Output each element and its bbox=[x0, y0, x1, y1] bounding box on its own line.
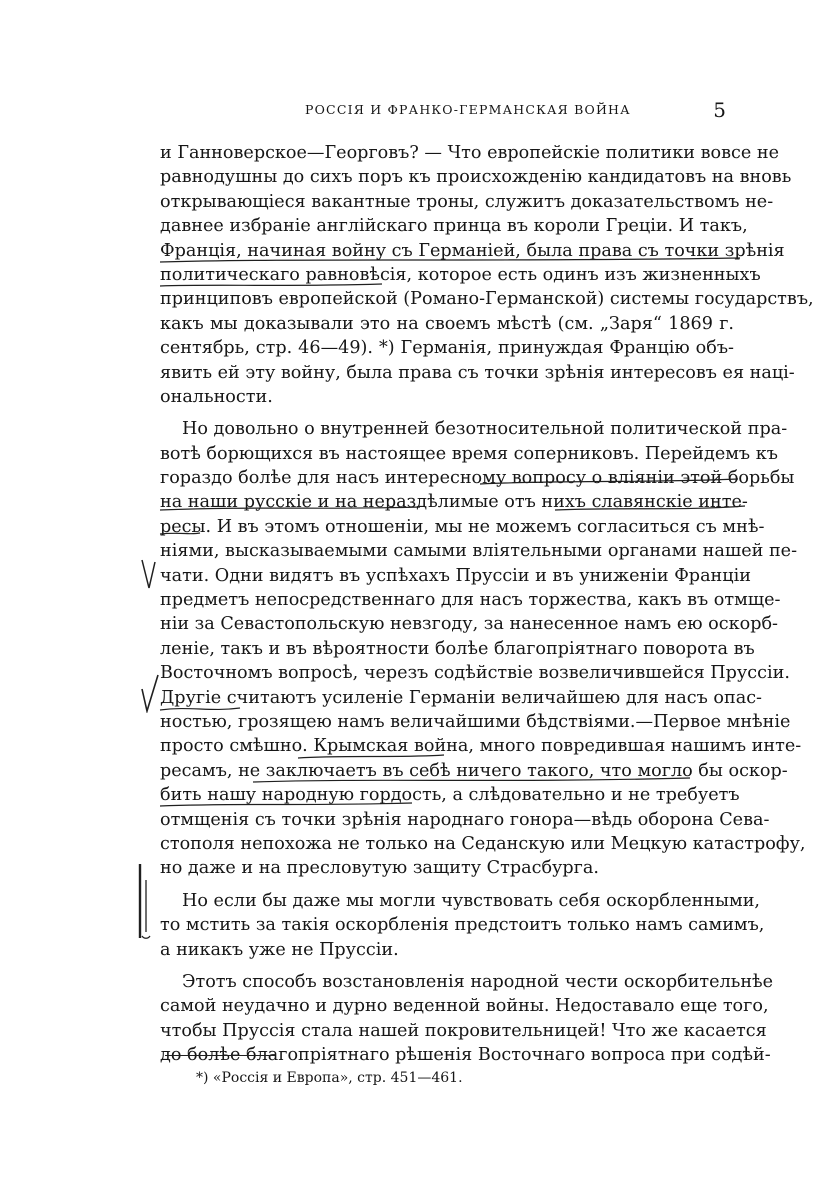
text-line: до болѣе благопріятнаго рѣшенія Восточнаго вопроса при содѣй- bbox=[160, 1045, 771, 1066]
text-line: самой неудачно и дурно веденной войны. Недоставало еще того, bbox=[160, 996, 769, 1017]
text-line: сентябрь, стр. 46—49). *) Германія, принуждая Францію объ- bbox=[160, 338, 734, 359]
running-head-title: РОССІЯ И ФРАНКО-ГЕРМАНСКАЯ ВОЙНА bbox=[305, 102, 631, 117]
text-line: Другіе считаютъ усиленіе Германіи величайшею для насъ опас- bbox=[160, 687, 762, 708]
text-line: Этотъ способъ возстановленія народной чести оскорбительнѣе bbox=[182, 971, 774, 992]
footnote: *) «Россія и Европа», стр. 451—461. bbox=[196, 1070, 463, 1086]
text-line: то мстить за такія оскорбленія предстоитъ только намъ самимъ, bbox=[160, 915, 765, 936]
text-line: какъ мы доказывали это на своемъ мѣстѣ (см. „Заря“ 1869 г. bbox=[160, 313, 734, 334]
text-line: Но довольно о внутренней безотносительной политической пра- bbox=[182, 419, 788, 440]
text-line: равнодушны до сихъ поръ къ происхожденію кандидатовъ на вновь bbox=[160, 167, 792, 188]
footnote-rule bbox=[165, 1055, 275, 1056]
margin-check-mark bbox=[140, 673, 160, 713]
text-line: Франція, начиная войну съ Германіей, была права съ точки зрѣнія bbox=[160, 240, 785, 261]
margin-bracket-mark bbox=[134, 862, 158, 942]
text-line: открывающіеся вакантные троны, служитъ доказательствомъ не- bbox=[160, 191, 774, 212]
text-line: ніи за Севастопольскую невзгоду, за нанесенное намъ ею оскорб- bbox=[160, 614, 778, 635]
text-line: отмщенія съ точки зрѣнія народнаго гонора—вѣдь оборона Сева- bbox=[160, 809, 770, 830]
text-line: и Ганноверское—Георговъ? — Что европейскіе политики вовсе не bbox=[160, 143, 779, 163]
text-line: ресамъ, не заключаетъ въ себѣ ничего такого, что могло бы оскор- bbox=[160, 760, 788, 781]
text-line: ніями, высказываемыми самыми вліятельными органами нашей пе- bbox=[160, 541, 798, 562]
text-line: леніе, такъ и въ вѣроятности болѣе благопріятнаго поворота въ bbox=[160, 638, 755, 659]
text-line: ресы. И въ этомъ отношеніи, мы не можемъ согласиться съ мнѣ- bbox=[160, 516, 765, 537]
text-line: но даже и на пресловутую защиту Страсбурга. bbox=[160, 858, 599, 879]
page-number: 5 bbox=[713, 98, 726, 122]
text-line: на наши русскіе и на нераздѣлимые отъ нихъ славянскіе инте- bbox=[160, 492, 748, 513]
text-line: Восточномъ вопросѣ, черезъ содѣйствіе возвеличившейся Пруссіи. bbox=[160, 663, 790, 684]
text-line: ностью, грозящею намъ величайшими бѣдствіями.—Первое мнѣніе bbox=[160, 711, 791, 732]
text-line: просто смѣшно. Крымская война, много повредившая нашимъ инте- bbox=[160, 736, 802, 757]
text-line: вотѣ борющихся въ настоящее время соперниковъ. Перейдемъ къ bbox=[160, 443, 778, 464]
text-line: гораздо болѣе для насъ интересному вопросу о вліяніи этой борьбы bbox=[160, 468, 795, 489]
text-line: чати. Одни видятъ въ успѣхахъ Пруссіи и въ униженіи Франціи bbox=[160, 565, 751, 586]
text-line: Но если бы даже мы могли чувствовать себя оскорбленными, bbox=[182, 890, 761, 911]
text-line: бить нашу народную гордость, а слѣдовательно и не требуетъ bbox=[160, 785, 740, 806]
text-line: чтобы Пруссія стала нашей покровительницей! Что же касается bbox=[160, 1020, 767, 1041]
margin-check-mark bbox=[140, 558, 160, 592]
text-line: а никакъ уже не Пруссіи. bbox=[160, 939, 399, 960]
text-line: давнее избраніе англійскаго принца въ короли Греціи. И такъ, bbox=[160, 216, 748, 237]
text-line: явить ей эту войну, была права съ точки зрѣнія интересовъ ея наці- bbox=[160, 362, 795, 383]
text-line: политическаго равновѣсія, которое есть одинъ изъ жизненныхъ bbox=[160, 264, 761, 285]
text-line: стополя непохожа не только на Седанскую или Мецкую катастрофу, bbox=[160, 833, 806, 854]
text-line: предметъ непосредственнаго для насъ торжества, какъ въ отмще- bbox=[160, 590, 781, 611]
text-line: принциповъ европейской (Романо-Германской) системы государствъ, bbox=[160, 289, 814, 310]
text-line: ональности. bbox=[160, 386, 273, 407]
